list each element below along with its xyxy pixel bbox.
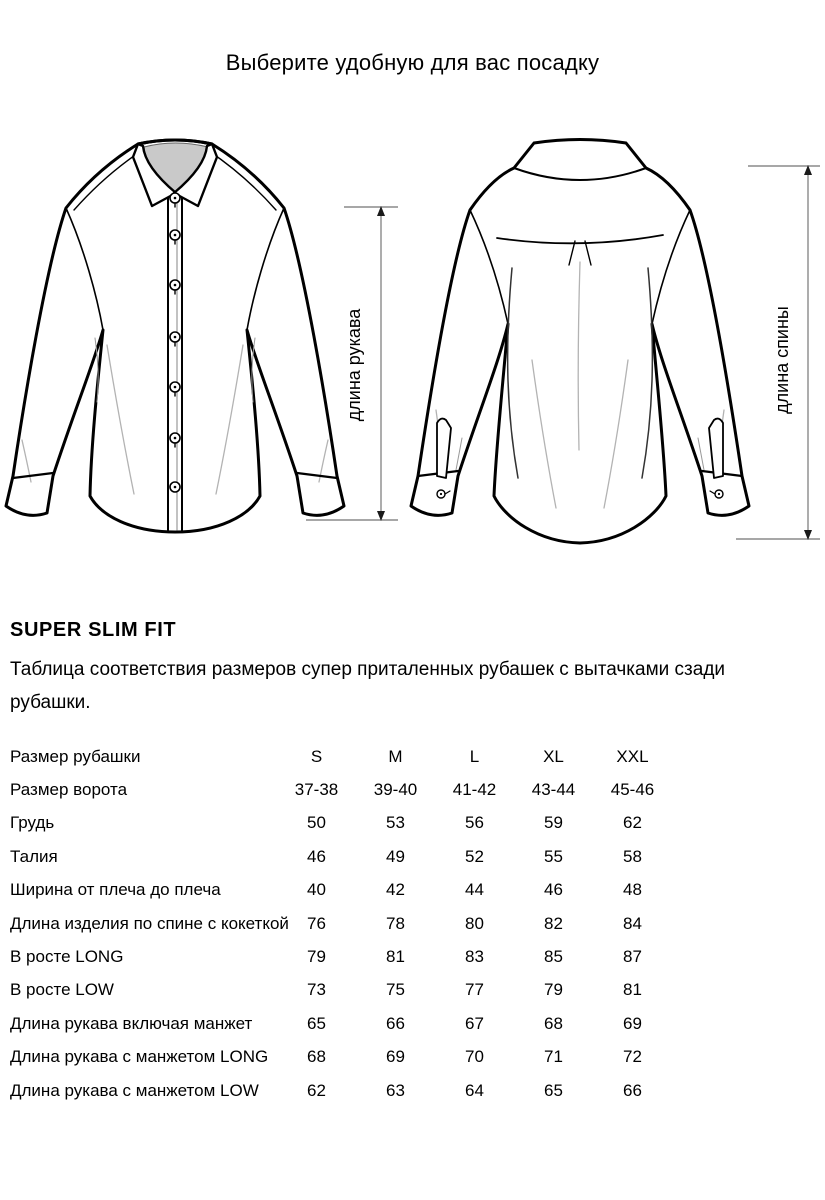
cell-value: 55 <box>544 846 563 866</box>
table-header-row <box>10 740 680 773</box>
table-row <box>10 773 680 806</box>
cell-value: 73 <box>307 980 326 1000</box>
cell-value: 79 <box>544 980 563 1000</box>
table-row <box>10 874 680 907</box>
row-label: Размер ворота <box>10 780 128 800</box>
cell-value: 69 <box>623 1013 642 1033</box>
cell-value: 53 <box>386 813 405 833</box>
table-row <box>10 1074 680 1107</box>
cell-value: 64 <box>465 1080 484 1100</box>
cell-value: 37-38 <box>294 780 339 800</box>
cell-value: 49 <box>386 846 405 866</box>
cell-value: 39-40 <box>373 780 418 800</box>
column-header: L <box>469 746 480 766</box>
cell-value: 75 <box>386 980 405 1000</box>
cell-value: 40 <box>307 880 326 900</box>
back-length-arrow <box>736 165 820 540</box>
cell-value: 44 <box>465 880 484 900</box>
cell-value: 76 <box>307 913 326 933</box>
cell-value: 62 <box>307 1080 326 1100</box>
cell-value: 81 <box>386 947 405 967</box>
table-row <box>10 807 680 840</box>
section-description: Таблица соответствия размеров супер приталенных рубашек с вытачками сзади рубашки. <box>10 659 726 713</box>
cell-value: 87 <box>623 947 642 967</box>
row-label: Размер рубашки <box>10 746 141 766</box>
row-label: Ширина от плеча до плеча <box>10 880 221 900</box>
cell-value: 48 <box>623 880 642 900</box>
cell-value: 82 <box>544 913 563 933</box>
cell-value: 72 <box>623 1047 642 1067</box>
row-label: Грудь <box>10 813 55 833</box>
column-header: XXL <box>616 746 649 766</box>
cell-value: 68 <box>307 1047 326 1067</box>
cell-value: 70 <box>465 1047 484 1067</box>
cell-value: 65 <box>307 1013 326 1033</box>
cell-value: 84 <box>623 913 642 933</box>
cell-value: 42 <box>386 880 405 900</box>
cell-value: 59 <box>544 813 563 833</box>
row-label: Длина рукава с манжетом LOW <box>10 1080 259 1100</box>
cell-value: 50 <box>307 813 326 833</box>
cell-value: 68 <box>544 1013 563 1033</box>
cell-value: 71 <box>544 1047 563 1067</box>
cell-value: 66 <box>386 1013 405 1033</box>
size-table <box>10 740 680 1107</box>
row-label: В росте LOW <box>10 980 114 1000</box>
cell-value: 83 <box>465 947 484 967</box>
cell-value: 78 <box>386 913 405 933</box>
table-row <box>10 840 680 873</box>
page-title: Выберите удобную для вас посадку <box>225 50 600 75</box>
row-label: Талия <box>10 846 58 866</box>
cell-value: 46 <box>544 880 563 900</box>
column-header: M <box>388 746 403 766</box>
table-row <box>10 974 680 1007</box>
shirt-front-drawing <box>6 140 344 532</box>
cell-value: 62 <box>623 813 642 833</box>
column-header: XL <box>543 746 564 766</box>
row-label: Длина изделия по спине с кокеткой <box>10 913 289 933</box>
back-length-label: длина спины <box>772 306 792 414</box>
cell-value: 63 <box>386 1080 405 1100</box>
cell-value: 66 <box>623 1080 642 1100</box>
cell-value: 80 <box>465 913 484 933</box>
sleeve-length-label: длина рукава <box>344 308 364 422</box>
back-shirt-body <box>411 140 749 544</box>
cell-value: 58 <box>623 846 642 866</box>
cell-value: 41-42 <box>452 780 497 800</box>
cell-value: 46 <box>307 846 326 866</box>
cell-value: 52 <box>465 846 484 866</box>
shirt-diagram <box>0 110 825 580</box>
table-row <box>10 940 680 973</box>
section-heading: SUPER SLIM FIT <box>10 619 177 641</box>
cell-value: 85 <box>544 947 563 967</box>
cell-value: 77 <box>465 980 484 1000</box>
cell-value: 43-44 <box>531 780 576 800</box>
row-label: Длина рукава включая манжет <box>10 1013 253 1033</box>
column-header: S <box>310 746 323 766</box>
row-label: В росте LONG <box>10 947 124 967</box>
table-row <box>10 907 680 940</box>
cell-value: 45-46 <box>610 780 655 800</box>
cell-value: 65 <box>544 1080 563 1100</box>
cell-value: 81 <box>623 980 642 1000</box>
cell-value: 56 <box>465 813 484 833</box>
table-row <box>10 1041 680 1074</box>
row-label: Длина рукава с манжетом LONG <box>10 1047 269 1067</box>
cell-value: 79 <box>307 947 326 967</box>
cell-value: 67 <box>465 1013 484 1033</box>
cell-value: 69 <box>386 1047 405 1067</box>
shirt-back-drawing <box>411 140 749 544</box>
table-row <box>10 1007 680 1040</box>
